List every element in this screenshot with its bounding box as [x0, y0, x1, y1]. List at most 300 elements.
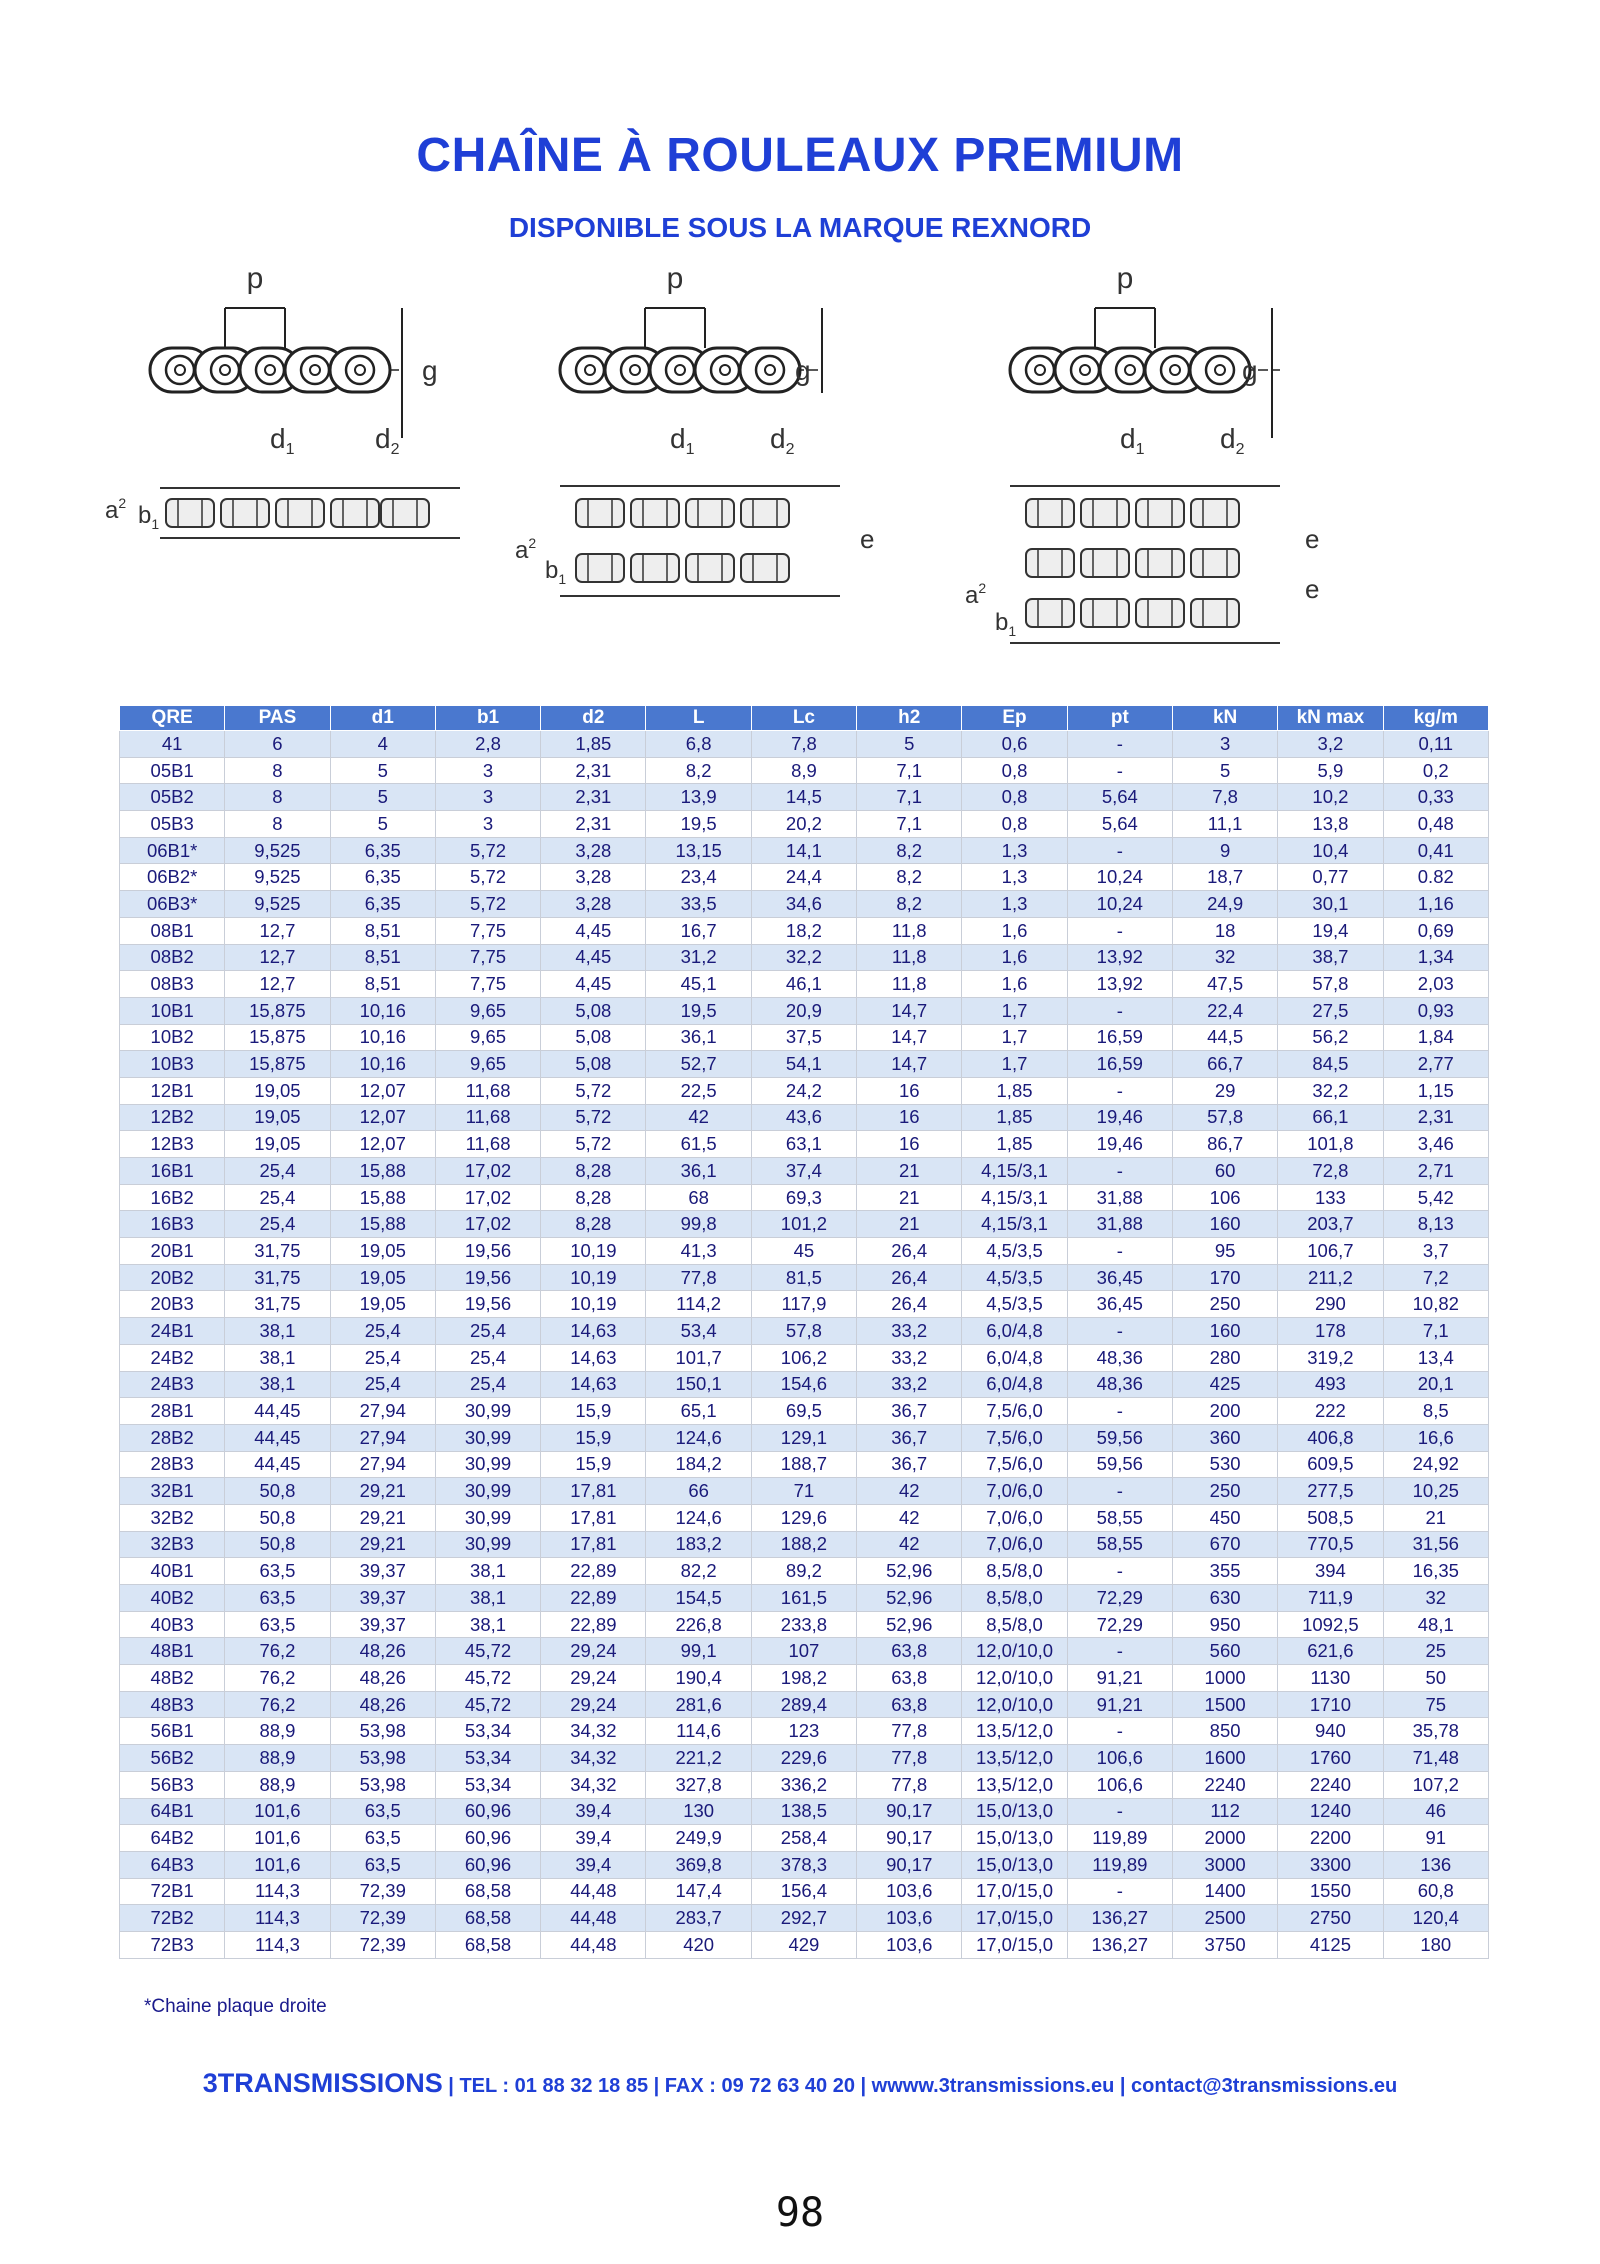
- table-cell: 39,4: [541, 1825, 646, 1852]
- table-cell: 154,5: [646, 1585, 751, 1612]
- table-cell: 14,7: [857, 997, 962, 1024]
- table-cell: 63,5: [330, 1851, 435, 1878]
- table-cell: 10B3: [120, 1051, 225, 1078]
- table-cell: 24B2: [120, 1344, 225, 1371]
- table-cell: 05B3: [120, 811, 225, 838]
- table-cell: 25,4: [435, 1371, 540, 1398]
- table-cell: 530: [1172, 1451, 1277, 1478]
- table-cell: 36,45: [1067, 1291, 1172, 1318]
- table-row: [120, 1665, 1489, 1692]
- table-cell: 4,15/3,1: [962, 1211, 1067, 1238]
- table-cell: 42: [857, 1478, 962, 1505]
- table-cell: 0,8: [962, 757, 1067, 784]
- table-cell: 69,5: [751, 1398, 856, 1425]
- chain-diagrams-svg: [105, 258, 1420, 678]
- table-cell: 12B2: [120, 1104, 225, 1131]
- footnote: *Chaine plaque droite: [144, 1996, 327, 2017]
- table-cell: 5,42: [1383, 1184, 1488, 1211]
- table-cell: 50: [1383, 1665, 1488, 1692]
- table-cell: 8,51: [330, 971, 435, 998]
- svg-text:b1: $b_1$: [995, 609, 1017, 639]
- table-cell: 450: [1172, 1504, 1277, 1531]
- table-cell: 1,3: [962, 891, 1067, 918]
- table-cell: 106,6: [1067, 1745, 1172, 1772]
- table-cell: 15,0/13,0: [962, 1798, 1067, 1825]
- table-cell: 76,2: [225, 1665, 330, 1692]
- table-cell: 1240: [1278, 1798, 1383, 1825]
- table-cell: 27,94: [330, 1398, 435, 1425]
- table-cell: -: [1067, 1478, 1172, 1505]
- table-cell: 38,1: [435, 1585, 540, 1612]
- table-cell: 66,7: [1172, 1051, 1277, 1078]
- table-cell: 8,2: [857, 891, 962, 918]
- table-cell: 12,07: [330, 1104, 435, 1131]
- table-cell: 84,5: [1278, 1051, 1383, 1078]
- table-cell: 52,96: [857, 1585, 962, 1612]
- chain-diagrams: [105, 258, 1420, 678]
- table-cell: 36,7: [857, 1451, 962, 1478]
- table-cell: 25,4: [225, 1184, 330, 1211]
- table-cell: 0,69: [1383, 917, 1488, 944]
- table-cell: 33,2: [857, 1371, 962, 1398]
- table-cell: 46,1: [751, 971, 856, 998]
- table-cell: 8: [225, 757, 330, 784]
- table-row: [120, 837, 1489, 864]
- table-cell: 19,56: [435, 1238, 540, 1265]
- table-cell: 5: [857, 731, 962, 758]
- footer-brand: 3TRANSMISSIONS: [202, 2068, 443, 2098]
- table-cell: 35,78: [1383, 1718, 1488, 1745]
- table-cell: 2,31: [1383, 1104, 1488, 1131]
- table-cell: 10,25: [1383, 1478, 1488, 1505]
- table-cell: 17,81: [541, 1504, 646, 1531]
- table-cell: 1,85: [541, 731, 646, 758]
- table-row: [120, 1531, 1489, 1558]
- table-cell: 6,0/4,8: [962, 1318, 1067, 1345]
- table-cell: 7,8: [1172, 784, 1277, 811]
- table-cell: 178: [1278, 1318, 1383, 1345]
- table-cell: 23,4: [646, 864, 751, 891]
- table-cell: 17,81: [541, 1478, 646, 1505]
- table-row: [120, 1424, 1489, 1451]
- table-cell: 8: [225, 811, 330, 838]
- table-cell: 2750: [1278, 1905, 1383, 1932]
- table-cell: 72,39: [330, 1878, 435, 1905]
- table-cell: -: [1067, 757, 1172, 784]
- simplex-top-view: [105, 262, 460, 538]
- table-cell: 22,89: [541, 1558, 646, 1585]
- table-cell: 68,58: [435, 1905, 540, 1932]
- table-cell: 12,07: [330, 1131, 435, 1158]
- table-cell: 5: [1172, 757, 1277, 784]
- svg-text:e: e: [1305, 524, 1320, 554]
- table-cell: 88,9: [225, 1745, 330, 1772]
- table-cell: -: [1067, 1638, 1172, 1665]
- table-cell: 89,2: [751, 1558, 856, 1585]
- table-cell: 124,6: [646, 1424, 751, 1451]
- table-row: [120, 1238, 1489, 1265]
- table-cell: 103,6: [857, 1878, 962, 1905]
- table-cell: 327,8: [646, 1771, 751, 1798]
- table-cell: 19,46: [1067, 1131, 1172, 1158]
- table-cell: 9,525: [225, 837, 330, 864]
- table-cell: 17,02: [435, 1184, 540, 1211]
- table-cell: 14,63: [541, 1318, 646, 1345]
- table-cell: 32B1: [120, 1478, 225, 1505]
- table-cell: 15,875: [225, 1024, 330, 1051]
- table-cell: 46: [1383, 1798, 1488, 1825]
- table-cell: -: [1067, 1558, 1172, 1585]
- table-cell: 609,5: [1278, 1451, 1383, 1478]
- table-cell: 06B3*: [120, 891, 225, 918]
- table-row: [120, 1931, 1489, 1958]
- table-cell: 10,16: [330, 1024, 435, 1051]
- table-cell: 124,6: [646, 1504, 751, 1531]
- table-row: [120, 1184, 1489, 1211]
- column-header: QRE: [120, 706, 225, 731]
- table-cell: 90,17: [857, 1851, 962, 1878]
- table-row: [120, 1371, 1489, 1398]
- table-cell: 136,27: [1067, 1905, 1172, 1932]
- table-cell: 50,8: [225, 1504, 330, 1531]
- table-cell: 7,0/6,0: [962, 1531, 1067, 1558]
- table-cell: 119,89: [1067, 1825, 1172, 1852]
- table-cell: 40B2: [120, 1585, 225, 1612]
- table-cell: 15,88: [330, 1158, 435, 1185]
- table-cell: 44,45: [225, 1451, 330, 1478]
- table-cell: 53,34: [435, 1771, 540, 1798]
- table-cell: 42: [646, 1104, 751, 1131]
- table-cell: 18,7: [1172, 864, 1277, 891]
- table-row: [120, 1024, 1489, 1051]
- table-cell: 29,24: [541, 1691, 646, 1718]
- table-cell: 7,1: [857, 757, 962, 784]
- table-cell: 91,21: [1067, 1691, 1172, 1718]
- table-cell: 81,5: [751, 1264, 856, 1291]
- table-cell: 15,9: [541, 1398, 646, 1425]
- table-cell: 4,5/3,5: [962, 1238, 1067, 1265]
- table-cell: 3,7: [1383, 1238, 1488, 1265]
- table-cell: 66,1: [1278, 1104, 1383, 1131]
- table-cell: 60,96: [435, 1825, 540, 1852]
- table-cell: 14,7: [857, 1051, 962, 1078]
- table-cell: 53,98: [330, 1718, 435, 1745]
- table-cell: 156,4: [751, 1878, 856, 1905]
- table-cell: 336,2: [751, 1771, 856, 1798]
- table-cell: 20,1: [1383, 1371, 1488, 1398]
- table-cell: 4,45: [541, 917, 646, 944]
- svg-text:a2: $a^2$: [515, 535, 537, 564]
- table-cell: 200: [1172, 1398, 1277, 1425]
- table-cell: 63,1: [751, 1131, 856, 1158]
- table-cell: 107: [751, 1638, 856, 1665]
- table-cell: 8,28: [541, 1211, 646, 1238]
- table-body: [120, 731, 1489, 1959]
- table-cell: 198,2: [751, 1665, 856, 1692]
- svg-text:a2: $a^2$: [105, 495, 127, 524]
- table-row: [120, 1798, 1489, 1825]
- table-cell: 7,1: [1383, 1318, 1488, 1345]
- table-cell: 31,75: [225, 1291, 330, 1318]
- table-cell: 161,5: [751, 1585, 856, 1612]
- table-cell: 19,05: [225, 1104, 330, 1131]
- table-cell: -: [1067, 997, 1172, 1024]
- table-cell: 15,0/13,0: [962, 1825, 1067, 1852]
- table-cell: 106: [1172, 1184, 1277, 1211]
- table-cell: 2,71: [1383, 1158, 1488, 1185]
- table-cell: 72B1: [120, 1878, 225, 1905]
- column-header: pt: [1067, 706, 1172, 731]
- column-header: L: [646, 706, 751, 731]
- table-cell: 221,2: [646, 1745, 751, 1772]
- table-cell: 19,5: [646, 997, 751, 1024]
- table-cell: 19,05: [330, 1264, 435, 1291]
- table-cell: 71: [751, 1478, 856, 1505]
- table-cell: 1,85: [962, 1104, 1067, 1131]
- table-cell: 24B1: [120, 1318, 225, 1345]
- table-cell: 136: [1383, 1851, 1488, 1878]
- table-cell: 53,98: [330, 1745, 435, 1772]
- table-cell: 36,1: [646, 1158, 751, 1185]
- table-row: [120, 1158, 1489, 1185]
- table-cell: 222: [1278, 1398, 1383, 1425]
- table-cell: 289,4: [751, 1691, 856, 1718]
- table-cell: 3000: [1172, 1851, 1277, 1878]
- table-cell: 130: [646, 1798, 751, 1825]
- table-cell: 4,5/3,5: [962, 1291, 1067, 1318]
- table-cell: 1760: [1278, 1745, 1383, 1772]
- table-cell: 27,94: [330, 1451, 435, 1478]
- table-cell: 58,55: [1067, 1531, 1172, 1558]
- table-cell: 3: [435, 757, 540, 784]
- table-cell: 44,48: [541, 1931, 646, 1958]
- table-cell: 82,2: [646, 1558, 751, 1585]
- table-cell: 30,99: [435, 1451, 540, 1478]
- table-row: [120, 1051, 1489, 1078]
- table-row: [120, 891, 1489, 918]
- table-cell: 37,5: [751, 1024, 856, 1051]
- table-cell: 34,32: [541, 1718, 646, 1745]
- table-cell: 12,0/10,0: [962, 1691, 1067, 1718]
- table-cell: 15,9: [541, 1451, 646, 1478]
- table-cell: 5,72: [435, 891, 540, 918]
- page-title: CHAÎNE À ROULEAUX PREMIUM: [416, 129, 1184, 182]
- table-row: [120, 917, 1489, 944]
- table-cell: 114,3: [225, 1905, 330, 1932]
- table-cell: 5,08: [541, 997, 646, 1024]
- table-cell: 8,5/8,0: [962, 1611, 1067, 1638]
- table-cell: 9,525: [225, 891, 330, 918]
- table-row: [120, 757, 1489, 784]
- table-cell: 101,6: [225, 1825, 330, 1852]
- specs-table: [119, 705, 1489, 1959]
- table-cell: 180: [1383, 1931, 1488, 1958]
- table-cell: 2000: [1172, 1825, 1277, 1852]
- table-row: [120, 1104, 1489, 1131]
- table-cell: 31,2: [646, 944, 751, 971]
- table-cell: 44,48: [541, 1905, 646, 1932]
- table-cell: 39,37: [330, 1558, 435, 1585]
- table-cell: 11,68: [435, 1077, 540, 1104]
- table-cell: 11,68: [435, 1104, 540, 1131]
- table-cell: 369,8: [646, 1851, 751, 1878]
- table-cell: 7,5/6,0: [962, 1424, 1067, 1451]
- table-row: [120, 997, 1489, 1024]
- table-cell: 10,16: [330, 1051, 435, 1078]
- table-cell: 38,1: [435, 1558, 540, 1585]
- table-cell: 11,1: [1172, 811, 1277, 838]
- label-g-2: g: [795, 355, 811, 386]
- table-cell: 77,8: [857, 1771, 962, 1798]
- table-cell: 3,2: [1278, 731, 1383, 758]
- table-cell: 5,64: [1067, 784, 1172, 811]
- table-cell: 29,21: [330, 1478, 435, 1505]
- label-p-1: p: [246, 262, 264, 295]
- table-cell: 14,63: [541, 1371, 646, 1398]
- table-cell: 355: [1172, 1558, 1277, 1585]
- table-cell: 38,7: [1278, 944, 1383, 971]
- table-cell: 1500: [1172, 1691, 1277, 1718]
- table-cell: 64B3: [120, 1851, 225, 1878]
- table-cell: 1600: [1172, 1745, 1277, 1772]
- table-cell: 31,56: [1383, 1531, 1488, 1558]
- table-cell: -: [1067, 837, 1172, 864]
- table-cell: 8,9: [751, 757, 856, 784]
- table-cell: 10,24: [1067, 864, 1172, 891]
- table-cell: 10B1: [120, 997, 225, 1024]
- table-row: [120, 1691, 1489, 1718]
- table-cell: 13,5/12,0: [962, 1718, 1067, 1745]
- table-cell: 26,4: [857, 1238, 962, 1265]
- table-cell: 10,4: [1278, 837, 1383, 864]
- table-cell: 160: [1172, 1318, 1277, 1345]
- svg-text:a2: $a^2$: [965, 580, 987, 609]
- table-cell: 16,59: [1067, 1051, 1172, 1078]
- table-cell: 12,0/10,0: [962, 1638, 1067, 1665]
- table-cell: 22,89: [541, 1611, 646, 1638]
- table-cell: 37,4: [751, 1158, 856, 1185]
- table-cell: 14,7: [857, 1024, 962, 1051]
- table-cell: 29,21: [330, 1531, 435, 1558]
- table-row: [120, 1478, 1489, 1505]
- page-number: 98: [775, 2190, 825, 2236]
- table-cell: 10,82: [1383, 1291, 1488, 1318]
- table-cell: 123: [751, 1718, 856, 1745]
- table-cell: 154,6: [751, 1371, 856, 1398]
- table-cell: 24,9: [1172, 891, 1277, 918]
- table-cell: 621,6: [1278, 1638, 1383, 1665]
- table-cell: 57,8: [1278, 971, 1383, 998]
- table-cell: 13,92: [1067, 944, 1172, 971]
- table-cell: 11,8: [857, 944, 962, 971]
- table-cell: 2,8: [435, 731, 540, 758]
- table-row: [120, 731, 1489, 758]
- table-row: [120, 1905, 1489, 1932]
- table-cell: 14,5: [751, 784, 856, 811]
- table-cell: 4,15/3,1: [962, 1158, 1067, 1185]
- table-cell: 226,8: [646, 1611, 751, 1638]
- table-cell: 50,8: [225, 1531, 330, 1558]
- table-cell: 129,1: [751, 1424, 856, 1451]
- table-cell: 1,6: [962, 944, 1067, 971]
- table-cell: 36,7: [857, 1398, 962, 1425]
- table-cell: 17,0/15,0: [962, 1931, 1067, 1958]
- table-cell: 280: [1172, 1344, 1277, 1371]
- table-cell: 211,2: [1278, 1264, 1383, 1291]
- table-cell: 68,58: [435, 1931, 540, 1958]
- table-cell: 88,9: [225, 1718, 330, 1745]
- table-cell: 63,5: [330, 1798, 435, 1825]
- table-cell: 48,26: [330, 1691, 435, 1718]
- table-cell: 38,1: [225, 1371, 330, 1398]
- table-cell: 101,6: [225, 1798, 330, 1825]
- table-cell: 0,2: [1383, 757, 1488, 784]
- table-cell: 91,21: [1067, 1665, 1172, 1692]
- table-cell: 19,05: [330, 1238, 435, 1265]
- table-row: [120, 971, 1489, 998]
- table-cell: 32,2: [751, 944, 856, 971]
- table-cell: 7,1: [857, 784, 962, 811]
- table-cell: 7,8: [751, 731, 856, 758]
- table-cell: 1,85: [962, 1077, 1067, 1104]
- table-cell: 20B2: [120, 1264, 225, 1291]
- table-cell: 13,8: [1278, 811, 1383, 838]
- page-subtitle: DISPONIBLE SOUS LA MARQUE REXNORD: [508, 212, 1092, 243]
- table-row: [120, 1291, 1489, 1318]
- table-header-row: [120, 706, 1489, 731]
- column-header: h2: [857, 706, 962, 731]
- table-cell: 7,0/6,0: [962, 1504, 1067, 1531]
- table-cell: 2,03: [1383, 971, 1488, 998]
- table-cell: 45,72: [435, 1691, 540, 1718]
- table-cell: 133: [1278, 1184, 1383, 1211]
- table-cell: 19,05: [225, 1077, 330, 1104]
- table-cell: 64B1: [120, 1798, 225, 1825]
- table-cell: 25,4: [225, 1158, 330, 1185]
- table-cell: 10,19: [541, 1238, 646, 1265]
- table-cell: 31,88: [1067, 1211, 1172, 1238]
- table-cell: 114,3: [225, 1878, 330, 1905]
- table-cell: 1092,5: [1278, 1611, 1383, 1638]
- table-cell: 5: [330, 784, 435, 811]
- table-cell: 5,72: [541, 1077, 646, 1104]
- table-cell: 7,1: [857, 811, 962, 838]
- column-header: kN max: [1278, 706, 1383, 731]
- table-cell: 72,39: [330, 1905, 435, 1932]
- table-cell: 1,34: [1383, 944, 1488, 971]
- table-cell: 0,8: [962, 811, 1067, 838]
- duplex-top-view: [515, 262, 874, 596]
- table-cell: 25,4: [435, 1318, 540, 1345]
- table-cell: 7,5/6,0: [962, 1398, 1067, 1425]
- table-cell: 38,1: [435, 1611, 540, 1638]
- table-cell: 3,28: [541, 891, 646, 918]
- table-cell: 8,28: [541, 1184, 646, 1211]
- table-cell: 19,56: [435, 1264, 540, 1291]
- table-cell: 20,9: [751, 997, 856, 1024]
- table-row: [120, 944, 1489, 971]
- table-cell: 9,65: [435, 1051, 540, 1078]
- table-cell: 29,24: [541, 1638, 646, 1665]
- table-cell: 9,65: [435, 997, 540, 1024]
- table-cell: 72,29: [1067, 1585, 1172, 1612]
- table-cell: 3,46: [1383, 1131, 1488, 1158]
- table-cell: 26,4: [857, 1291, 962, 1318]
- table-cell: 1,85: [962, 1131, 1067, 1158]
- table-cell: 30,99: [435, 1504, 540, 1531]
- table-cell: 13,92: [1067, 971, 1172, 998]
- svg-text:d1: $d_1$: [670, 423, 695, 458]
